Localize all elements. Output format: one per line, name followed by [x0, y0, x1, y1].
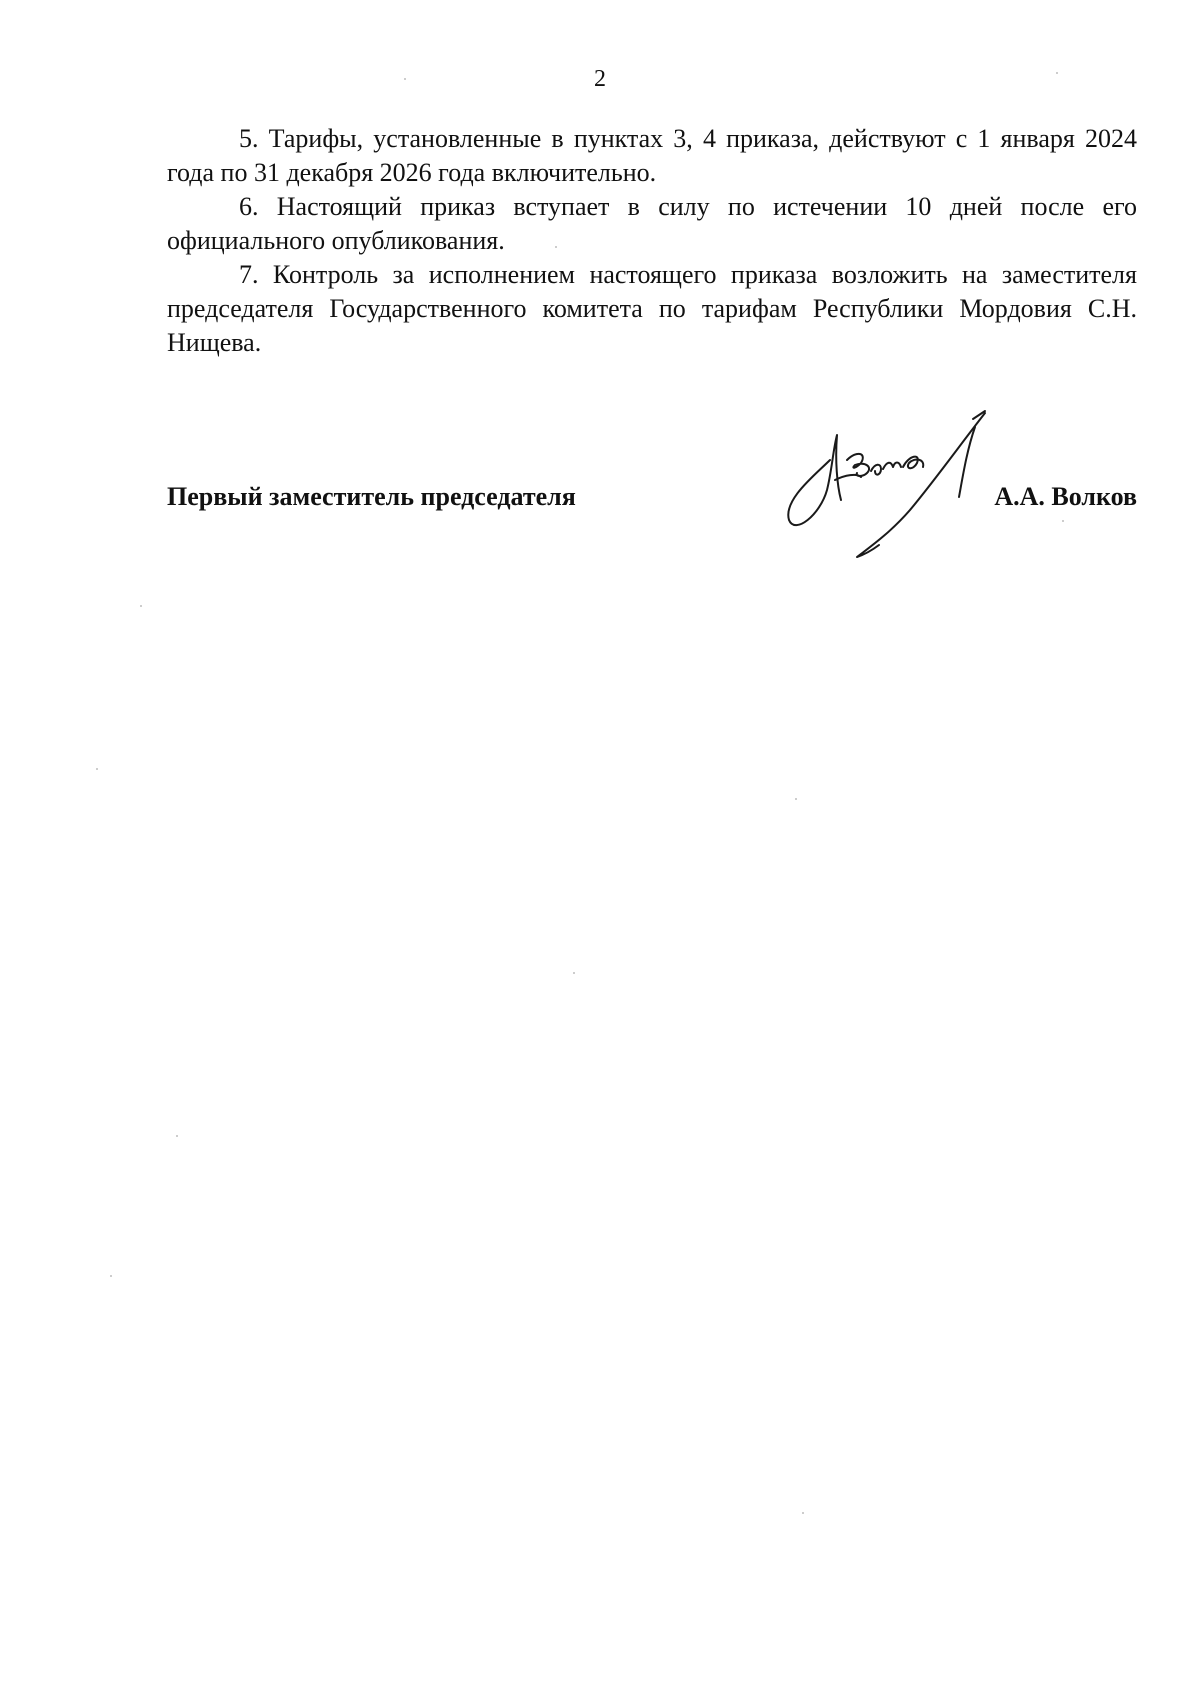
scan-speck — [573, 972, 575, 974]
paragraph-6-effective-date: 6. Настоящий приказ вступает в силу по истечении 10 дней после его официального опубликования. — [167, 192, 1137, 255]
scan-speck — [404, 78, 406, 80]
signer-name: А.А. Волков — [994, 482, 1137, 511]
scan-speck — [140, 605, 142, 607]
order-body — [167, 122, 1137, 360]
scan-speck — [110, 1275, 112, 1277]
scan-speck — [96, 768, 98, 770]
paragraph-5-tariff-period: 5. Тарифы, установленные в пунктах 3, 4 приказа, действуют с 1 января 2024 года по 31 декабря 2026 года включительно. — [167, 124, 1137, 187]
scan-speck — [1062, 520, 1064, 522]
scan-speck — [795, 798, 797, 800]
scan-speck — [555, 246, 557, 248]
page-number: 2 — [594, 66, 606, 92]
scan-speck — [1056, 72, 1058, 74]
paragraph-7-control: 7. Контроль за исполнением настоящего приказа возложить на заместителя председателя Государственного комитета по тарифам Республики Мордовия С.Н. Нищева. — [167, 260, 1137, 357]
handwritten-signature — [775, 405, 1075, 570]
scan-speck — [802, 1512, 804, 1514]
scan-speck — [176, 1135, 178, 1137]
signer-position-title: Первый заместитель председателя — [167, 482, 576, 511]
